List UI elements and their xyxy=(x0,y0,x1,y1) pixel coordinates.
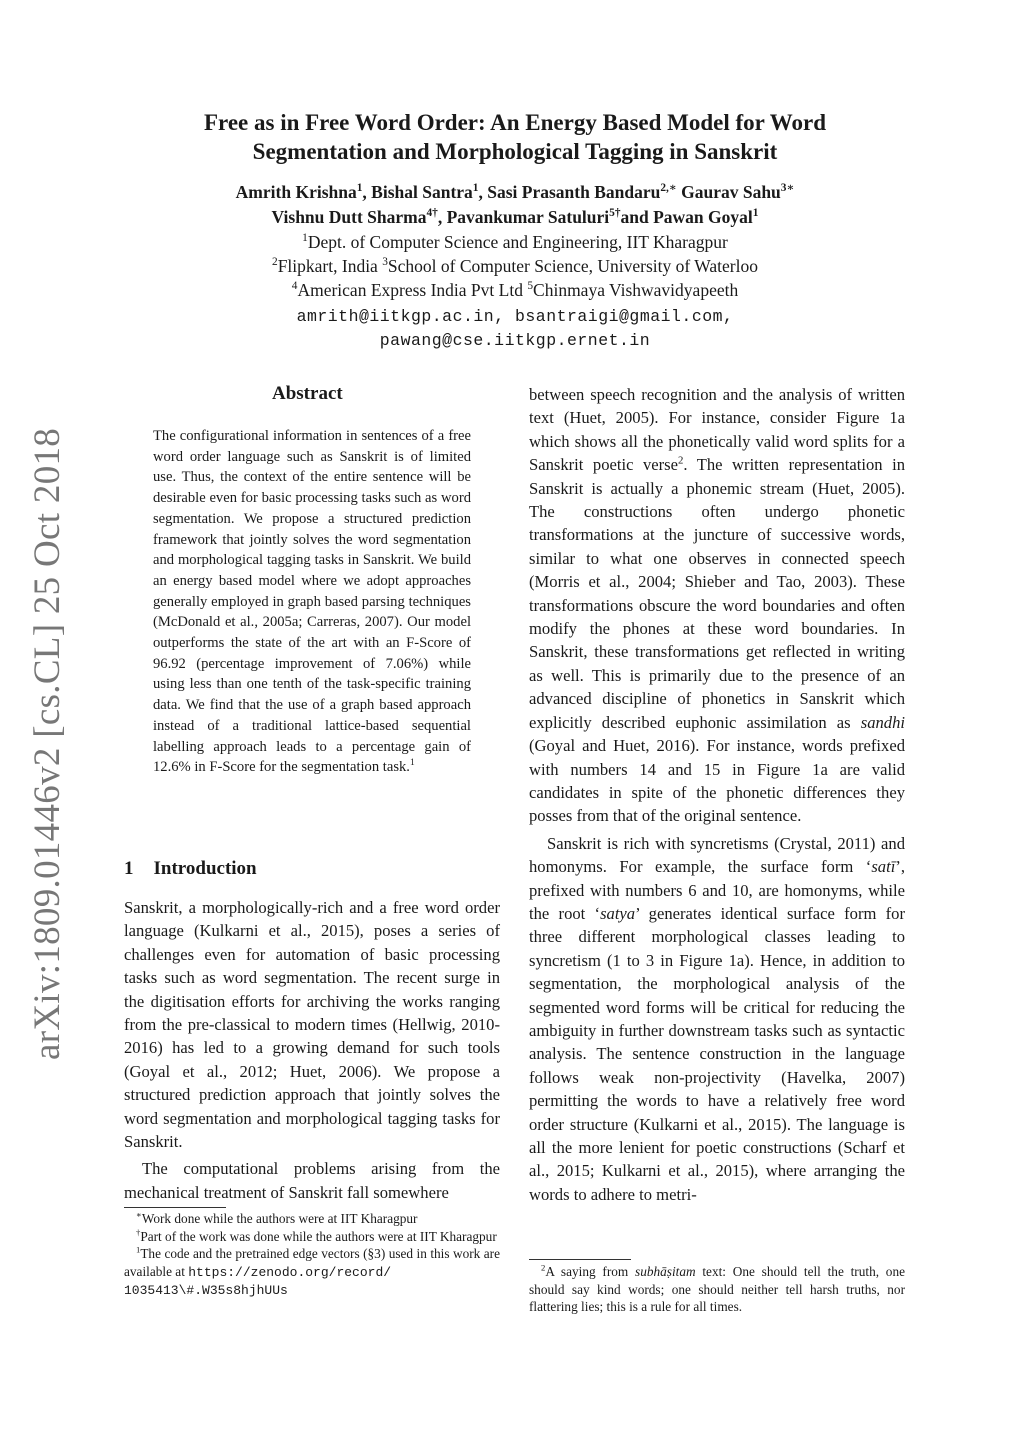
code-link-cont[interactable]: 1035413\#.W35s8hjhUUs xyxy=(124,1283,288,1298)
paragraph: Sanskrit is rich with syncretisms (Crystal, 2011) and homonyms. For example, the surface form ‘satī’, prefixed with numbers 6 and 10, are homonyms, while the root ‘satya’ generates identical surface form for three different morphological classes leading to syncretism (1 to 3 in Figure 1a). Hence, in addition to segmentation, the morphological analysis of the segmented word forms will be critical for reducing the ambiguity in further downstream tasks such as syntactic analysis. The sentence construction in the language follows weak non-projectivity (Havelka, 2007) permitting the words to have a relatively free word order structure (Kulkarni et al., 2015). The language is all the more lenient for poetic constructions (Scharf et al., 2015; Kulkarni et al., 2015), where arranging the words to adhere to metri- xyxy=(529,833,905,1204)
affiliation-line-1: $^1$Dept. of Computer Science and Engineering, IIT Kharagpur xyxy=(302,232,728,252)
abstract-body: The configurational information in sentences of a free word order language such as Sanskrit is of limited use. Thus, the context of the entire sentence will be desirable even for basic processing tasks such as word segmentation. We propose a structured prediction framework that jointly solves the word segmentation and morphological tagging tasks in Sanskrit. We build an energy based model where we adopt approaches generally employed in graph based parsing techniques (McDonald et al., 2005a; Carreras, 2007). Our model outperforms the state of the art with an F-Score of 96.92 (percentage improvement of 7.06%) while using less than one tenth of the task-specific training data. We find that the use of a graph based approach instead of a traditional lattice-based sequential labelling approach leads to a percentage gain of 12.6% in F-Score for the segmentation task.$^1$ xyxy=(153,428,471,776)
code-link[interactable]: https://zenodo.org/record/ xyxy=(188,1264,392,1280)
intro-left-column xyxy=(124,896,500,1204)
footnotes-left: ∗Work done while the authors were at IIT Kharagpur †Part of the work was done while the authors were at IIT Kharagpur $^1$The code and the pretrained edge vectors (§3) used in this work are available at https://zenodo.org/record/ 1035413\#.W35s8hjhUUs xyxy=(124,1209,500,1298)
affiliation-line-3: $^4$American Express India Pvt Ltd $^5$Chinmaya Vishwavidyapeeth xyxy=(291,280,739,300)
author-line-2: Vishnu Dutt Sharma$^{4\dagger}$, Pavankumar Satuluri$^{5\dagger}$and Pawan Goyal$^1$ xyxy=(271,207,759,227)
footnotes-right: $^2$A saying from subhāṣitam text: One should tell the truth, one should say kind words; one should neither tell harsh truths, nor flattering lies; this is a rule for all times. xyxy=(529,1262,906,1314)
paragraph: between speech recognition and the analysis of written text (Huet, 2005). For instance, consider Figure 1a which shows all the phonetically valid word splits for a Sanskrit poetic verse$^2$. The written representation in Sanskrit is actually a phonemic stream (Huet, 2005). The constructions often undergo phonetic transformations at the juncture of successive words, similar to what one observes in connected speech (Morris et al., 2004; Shieber and Tao, 2003). These transformations obscure the word boundaries and often modify the phones at these word boundaries. In Sanskrit, these transformations get reflected in writing as well. This is primarily due to the presence of an advanced discipline of phonetics in Sanskrit which explicitly described euphonic assimilation as sandhi (Goyal and Huet, 2016). For instance, words prefixed with numbers 14 and 15 in Figure 1a are valid candidates in spite of the phonetic differences they posses from that of the original sentence. xyxy=(529,385,905,826)
footnote-ref[interactable]: 1 xyxy=(409,758,415,769)
intro-right-column xyxy=(529,383,905,1206)
footnote-divider xyxy=(124,1207,226,1208)
paper-title xyxy=(120,108,910,166)
paragraph: The computational problems arising from the mechanical treatment of Sanskrit fall somewhere xyxy=(124,1159,500,1202)
section-heading-introduction: 1 Introduction xyxy=(124,858,257,879)
footnote-divider xyxy=(529,1259,631,1260)
abstract-heading: Abstract xyxy=(272,383,343,404)
footnote-ref[interactable]: 2 xyxy=(677,454,684,467)
paragraph: Sanskrit, a morphologically-rich and a free word order language (Kulkarni et al., 2015), poses a series of challenges even for automation of basic processing tasks such as word segmentation. The recent surge in the digitisation efforts for archiving the works ranging from the pre-classical to modern times (Hellwig, 2010-2016) has led to a growing demand for such tools (Goyal et al., 2012; Huet, 2006). We propose a structured prediction approach that jointly solves the word segmentation and morphological tagging tasks for Sanskrit. xyxy=(124,898,500,1152)
affiliation-line-2: $^2$Flipkart, India $^3$School of Computer Science, University of Waterloo xyxy=(272,256,758,276)
arxiv-stamp: arXiv:1809.01446v2 [cs.CL] 25 Oct 2018 xyxy=(27,427,68,1060)
title-line-2: Segmentation and Morphological Tagging in Sanskrit xyxy=(252,139,778,164)
email-line-1[interactable]: amrith@iitkgp.ac.in, bsantraigi@gmail.com, xyxy=(296,307,734,326)
title-line-1: Free as in Free Word Order: An Energy Based Model for Word xyxy=(203,110,827,135)
author-list xyxy=(100,180,930,230)
author-line-1: Amrith Krishna$^1$, Bishal Santra$^1$, Sasi Prasanth Bandaru$^{2,∗}$ Gaurav Sahu$^{3∗}$ xyxy=(235,182,795,202)
email-line-2[interactable]: pawang@cse.iitkgp.ernet.in xyxy=(379,331,651,350)
